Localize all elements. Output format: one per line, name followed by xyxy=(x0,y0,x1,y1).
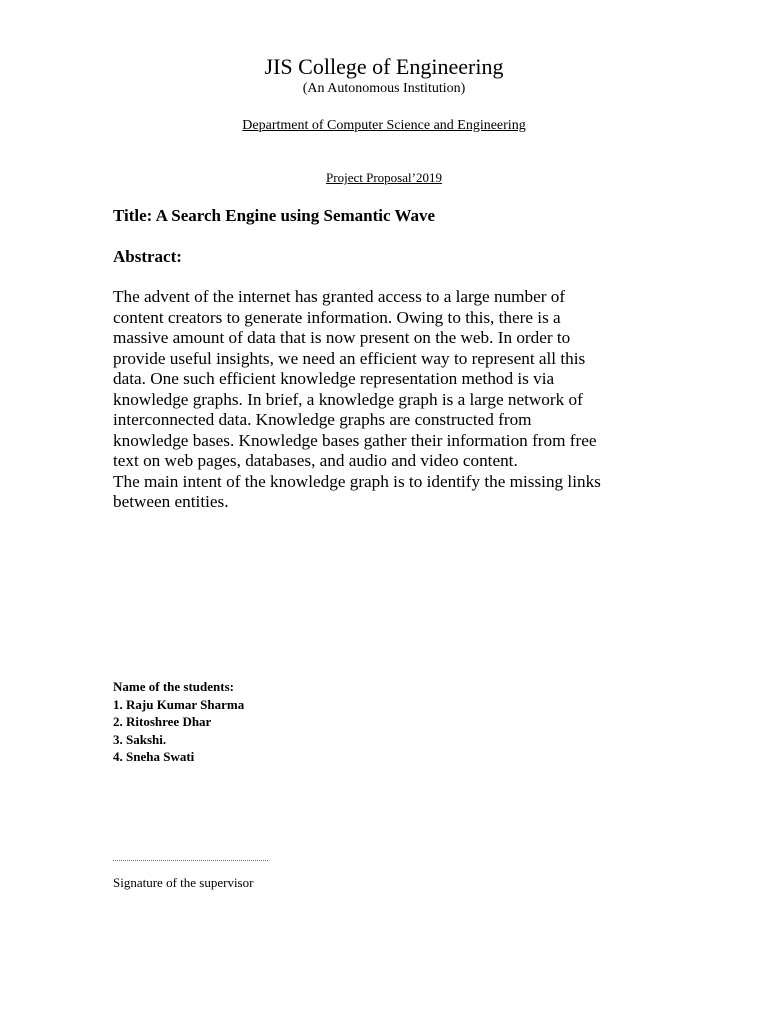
abstract-line: massive amount of data that is now present on the web. In order to xyxy=(113,328,571,347)
abstract-line: content creators to generate information. Owing to this, there is a xyxy=(113,307,561,327)
abstract-line: data. One such efficient knowledge representation method is via xyxy=(113,369,555,388)
abstract-line: text on web pages, databases, and audio and video content. xyxy=(113,451,518,470)
college-name: JIS College of Engineering xyxy=(264,54,504,79)
student-name: 2. Ritoshree Dhar xyxy=(113,714,212,729)
abstract-body xyxy=(113,287,673,513)
signature-label: Signature of the supervisor xyxy=(113,875,254,890)
abstract-line: The main intent of the knowledge graph is to identify the missing links xyxy=(113,471,601,491)
student-name: 1. Raju Kumar Sharma xyxy=(113,696,245,712)
students-section xyxy=(113,678,244,766)
abstract-line: interconnected data. Knowledge graphs are constructed from xyxy=(113,410,532,429)
student-name: 3. Sakshi. xyxy=(113,731,167,747)
abstract-line: between entities. xyxy=(113,492,229,511)
signature-line xyxy=(113,860,268,861)
institution-type: (An Autonomous Institution) xyxy=(302,81,466,96)
proposal-label: Project Proposal’2019 xyxy=(326,170,442,185)
students-list xyxy=(113,696,244,766)
student-name: 4. Sneha Swati xyxy=(113,749,195,764)
abstract-line: knowledge graphs. In brief, a knowledge graph is a large network of xyxy=(113,389,583,409)
abstract-line: provide useful insights, we need an efficient way to represent all this xyxy=(113,348,586,368)
department-name: Department of Computer Science and Engineering xyxy=(242,118,526,133)
abstract-line: The advent of the internet has granted access to a large number of xyxy=(113,287,566,306)
students-heading: Name of the students: xyxy=(113,679,234,694)
abstract-heading: Abstract: xyxy=(113,247,182,266)
abstract-line: knowledge bases. Knowledge bases gather their information from free xyxy=(113,430,597,450)
project-title: Title: A Search Engine using Semantic Wave xyxy=(113,206,436,225)
